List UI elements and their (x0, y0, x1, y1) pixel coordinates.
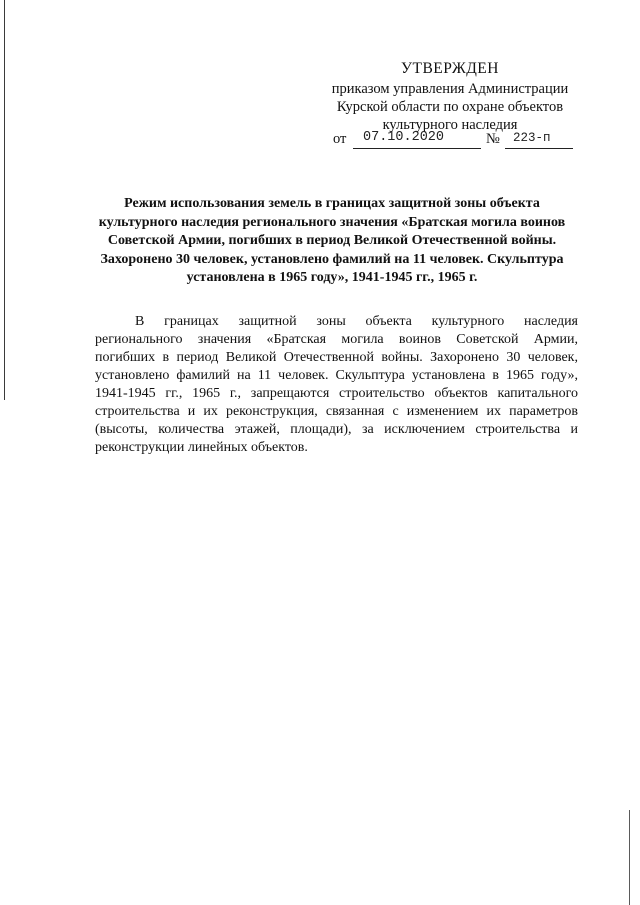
title-line: установлена в 1965 году», 1941-1945 гг., 1965 г. (186, 270, 478, 285)
title-line: Советской Армии, погибших в период Великой Отечественной войны. (107, 233, 557, 248)
title-line: культурного наследия регионального значения «Братская могила воинов (98, 214, 566, 230)
approval-line: Курской области по охране объектов (336, 99, 564, 115)
approval-block (300, 60, 600, 134)
scan-edge-right (629, 810, 630, 905)
document-body (95, 313, 578, 457)
date-prefix: от (333, 131, 347, 147)
body-line: В границах защитной зоны объекта культурного наследия (135, 314, 578, 329)
title-line: Захоронено 30 человек, установлено фамилий на 11 человек. Скульптура (100, 251, 564, 267)
body-line: реконструкции линейных объектов. (95, 440, 308, 455)
body-line: погибших в период Великой Отечественной войны. Захоронено 30 человек, (95, 350, 578, 365)
scan-edge-left (4, 0, 5, 400)
order-number: 223-п (513, 131, 551, 145)
approval-line: приказом управления Администрации (331, 81, 569, 97)
number-prefix: № (486, 131, 500, 147)
body-line: установлено фамилий на 11 человек. Скульптура установлена в 1965 году», (95, 368, 578, 383)
body-line: регионального значения «Братская могила воинов Советской Армии, (95, 332, 578, 347)
approval-line: культурного наследия (382, 117, 518, 133)
order-reference (333, 131, 593, 151)
document-title (92, 195, 572, 288)
body-line: 1941-1945 гг., 1965 г., запрещаются строительство объектов капитального (95, 386, 578, 401)
title-line: Режим использования земель в границах защитной зоны объекта (124, 196, 540, 211)
body-line: (высоты, количества этажей, площади), за исключением строительства и (95, 422, 578, 437)
order-date: 07.10.2020 (363, 130, 445, 145)
approval-heading: УТВЕРЖДЕН (401, 60, 499, 77)
body-line: строительства и их реконструкция, связанная с изменением их параметров (95, 404, 578, 419)
